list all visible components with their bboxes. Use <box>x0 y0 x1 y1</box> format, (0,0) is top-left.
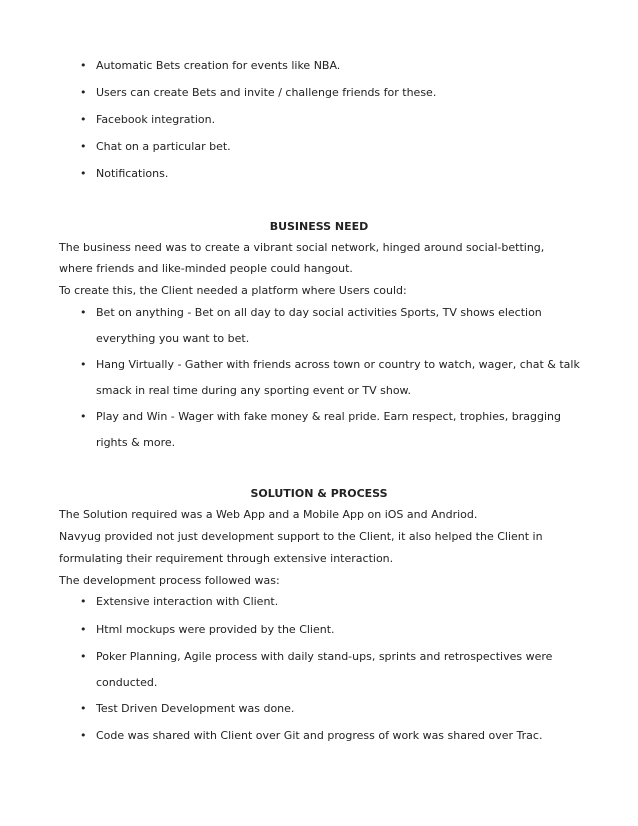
bullet-marker: • <box>80 167 87 180</box>
bullet-marker: • <box>80 358 87 371</box>
business-need-bullet-1-line-1: Bet on anything - Bet on all day to day social activities Sports, TV shows election <box>96 306 542 319</box>
solution-heading: SOLUTION & PROCESS <box>250 487 388 500</box>
business-need-bullet-3-line-2: rights & more. <box>96 436 176 449</box>
bullet-marker: • <box>80 113 87 126</box>
solution-bullet-5: Code was shared with Client over Git and progress of work was shared over Trac. <box>96 729 543 742</box>
bullet-marker: • <box>80 623 87 636</box>
business-need-heading: BUSINESS NEED <box>269 220 369 233</box>
business-need-paragraph-line: To create this, the Client needed a platform where Users could: <box>59 284 407 297</box>
intro-bullet-2: Users can create Bets and invite / challenge friends for these. <box>96 86 437 99</box>
bullet-marker: • <box>80 702 87 715</box>
business-need-bullet-2-line-1: Hang Virtually - Gather with friends across town or country to watch, wager, chat & talk <box>96 358 580 371</box>
bullet-marker: • <box>80 410 87 423</box>
bullet-marker: • <box>80 650 87 663</box>
solution-paragraph-line: The development process followed was: <box>59 574 280 587</box>
business-need-bullet-3-line-1: Play and Win - Wager with fake money & real pride. Earn respect, trophies, bragging <box>96 410 561 423</box>
business-need-bullet-2-line-2: smack in real time during any sporting event or TV show. <box>96 384 412 397</box>
solution-paragraph-line: formulating their requirement through extensive interaction. <box>59 552 394 565</box>
business-need-bullet-1-line-2: everything you want to bet. <box>96 332 250 345</box>
solution-bullet-3-line-2: conducted. <box>96 676 158 689</box>
bullet-marker: • <box>80 59 87 72</box>
bullet-marker: • <box>80 595 87 608</box>
intro-bullet-1: Automatic Bets creation for events like NBA. <box>96 59 341 72</box>
intro-bullet-4: Chat on a particular bet. <box>96 140 231 153</box>
intro-bullet-5: Notifications. <box>96 167 169 180</box>
solution-bullet-1: Extensive interaction with Client. <box>96 595 279 608</box>
bullet-marker: • <box>80 140 87 153</box>
solution-paragraph-line: Navyug provided not just development support to the Client, it also helped the Client in <box>59 530 543 543</box>
solution-bullet-2: Html mockups were provided by the Client. <box>96 623 335 636</box>
solution-bullet-4: Test Driven Development was done. <box>96 702 295 715</box>
business-need-paragraph-line: where friends and like-minded people could hangout. <box>59 262 353 275</box>
business-need-paragraph-line: The business need was to create a vibrant social network, hinged around social-betting, <box>59 241 545 254</box>
bullet-marker: • <box>80 729 87 742</box>
solution-bullet-3-line-1: Poker Planning, Agile process with daily stand-ups, sprints and retrospectives were <box>96 650 553 663</box>
bullet-marker: • <box>80 306 87 319</box>
solution-paragraph-line: The Solution required was a Web App and a Mobile App on iOS and Andriod. <box>59 508 478 521</box>
bullet-marker: • <box>80 86 87 99</box>
intro-bullet-3: Facebook integration. <box>96 113 216 126</box>
